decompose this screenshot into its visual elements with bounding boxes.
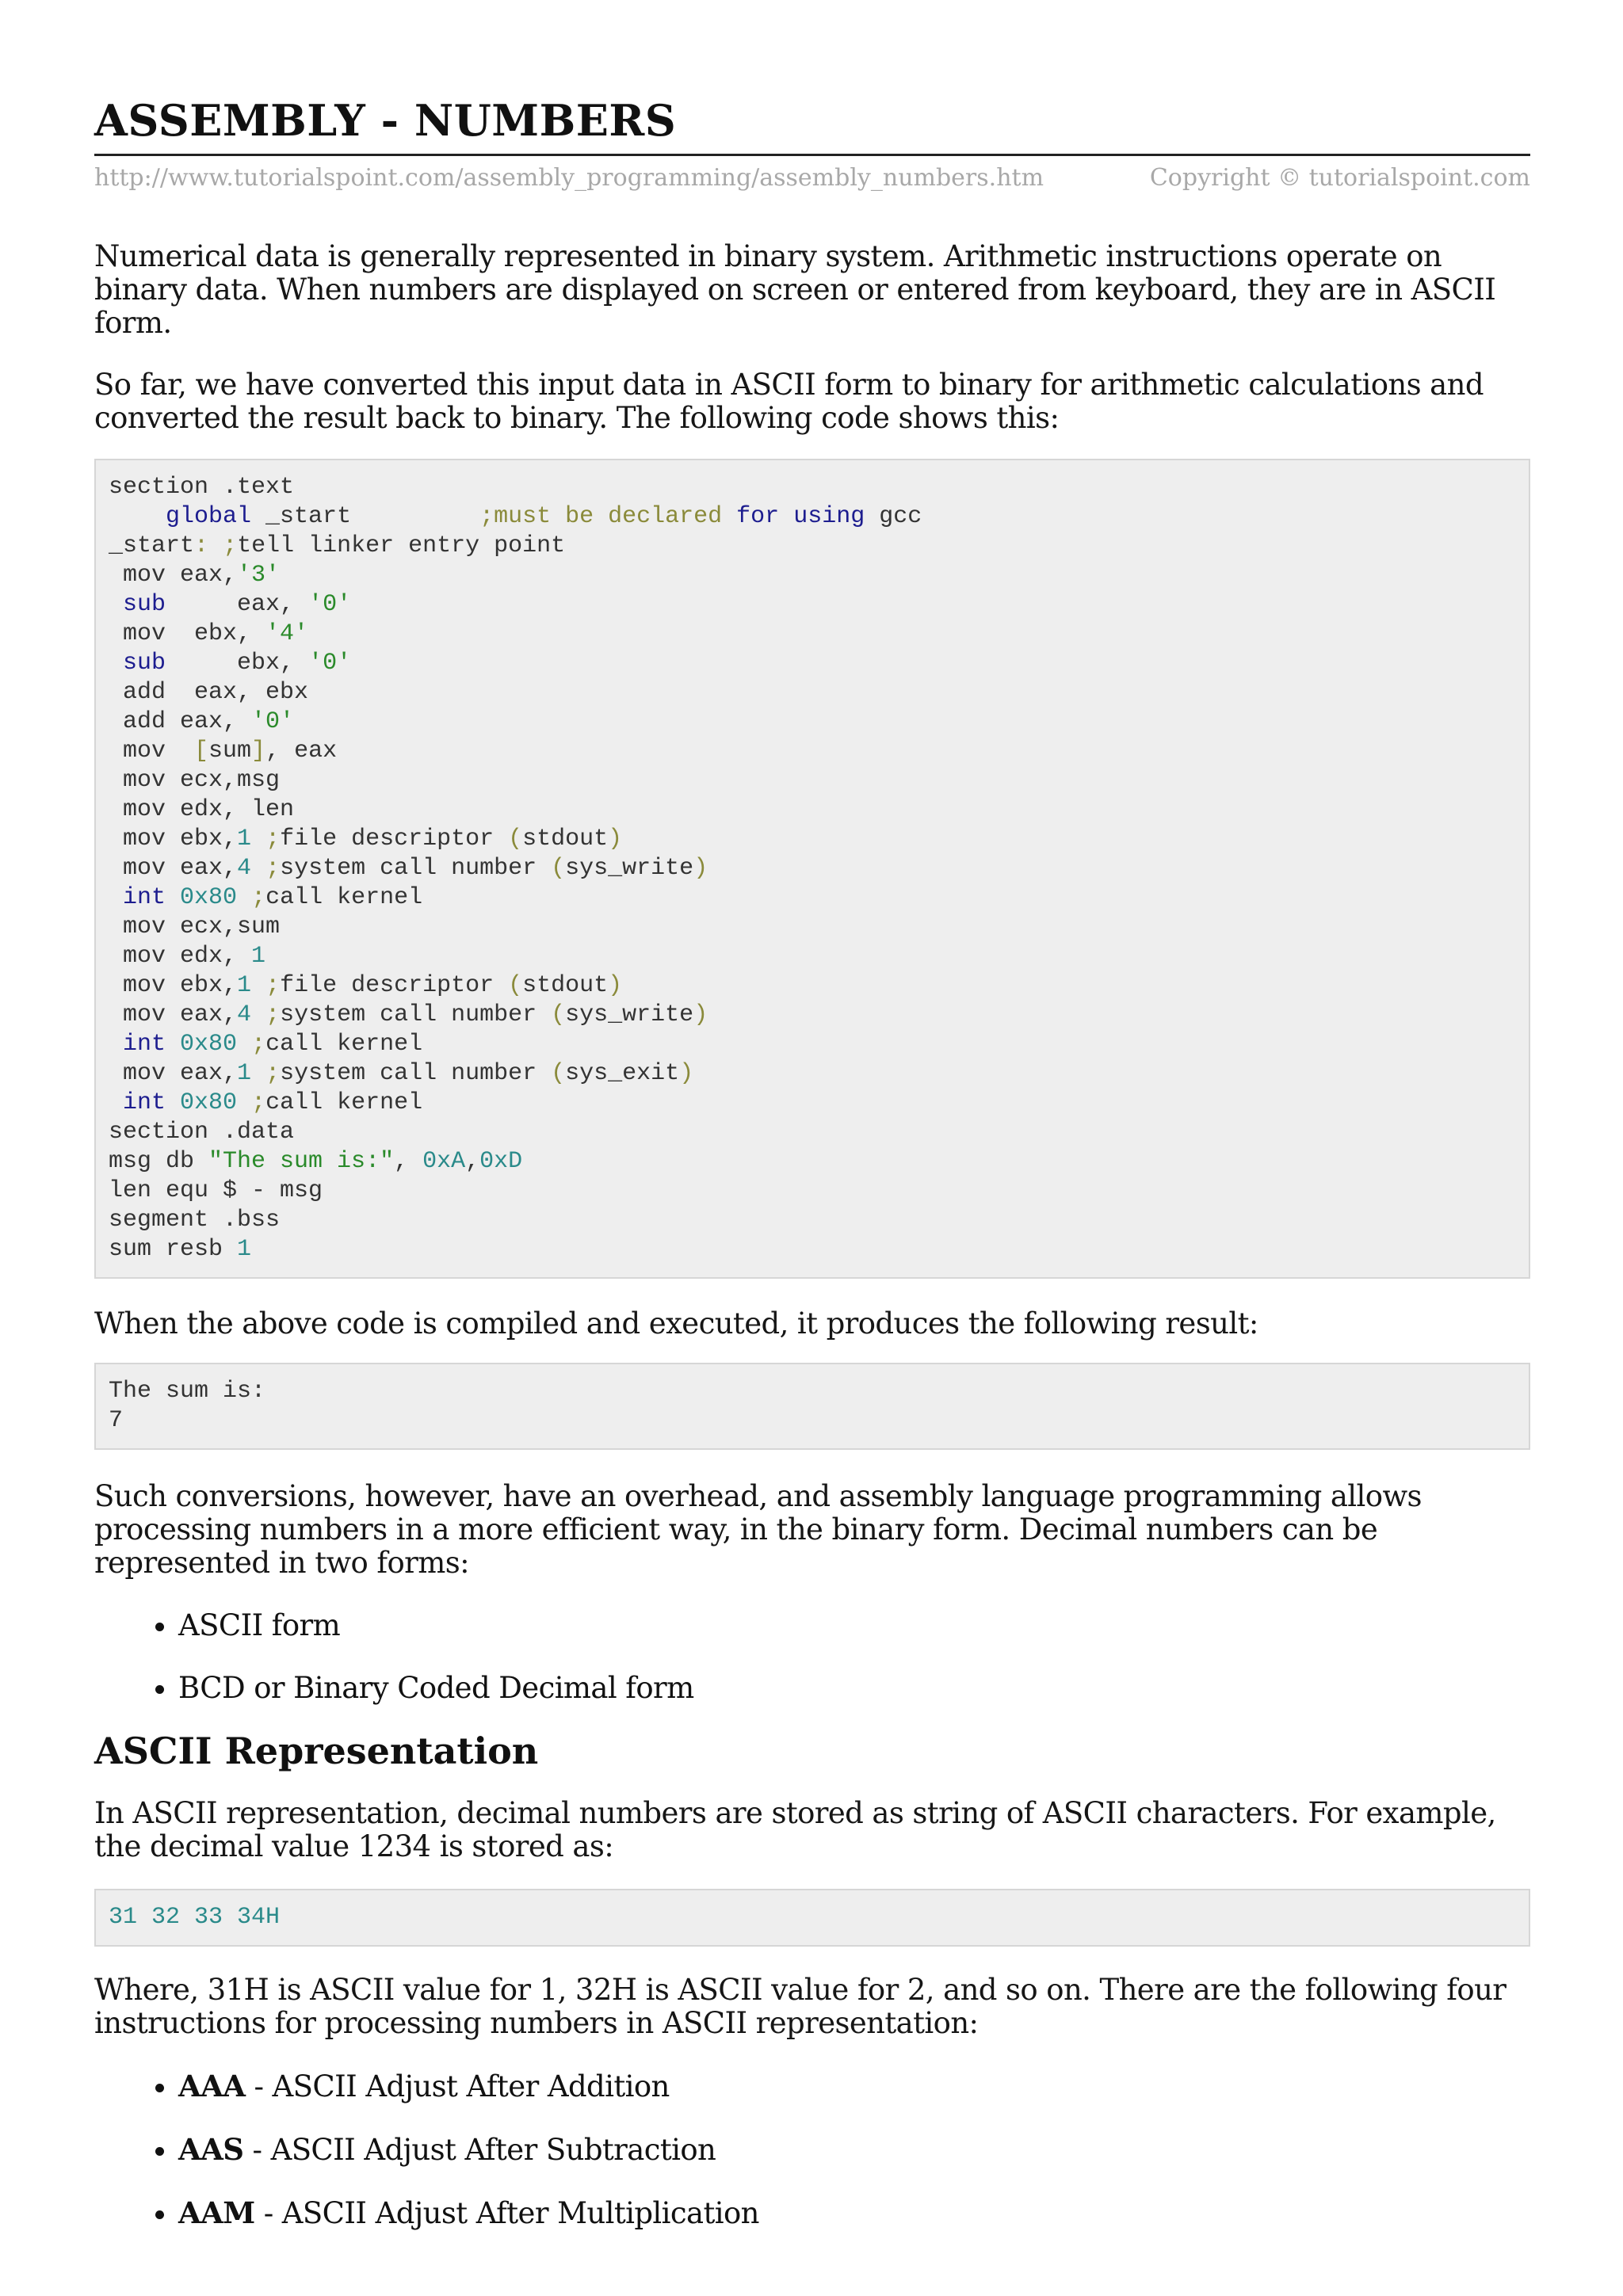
page-title: ASSEMBLY - NUMBERS (94, 95, 677, 146)
output-line: 7 (109, 1407, 124, 1434)
instruction-desc: - ASCII Adjust After Multiplication (254, 2196, 759, 2230)
code-line: int 0x80 ;call kernel (123, 1089, 423, 1116)
copyright-notice: Copyright © tutorialspoint.com (1149, 164, 1530, 192)
output-line: The sum is: (109, 1378, 266, 1405)
code-line: section .data (109, 1119, 295, 1146)
list-item (178, 2133, 1530, 2167)
code-line: len equ $ - msg (109, 1177, 323, 1204)
instructions-list (94, 2069, 1530, 2230)
source-url[interactable]: http://www.tutorialspoint.com/assembly_programming/assembly_numbers.htm (94, 164, 1044, 192)
code-line: mov ecx,sum (109, 913, 281, 940)
code-line: section .text (109, 474, 295, 501)
instruction-name: AAM (178, 2195, 255, 2230)
code-line: add eax, '0' (109, 708, 295, 735)
code-line: mov ebx,1 ;file descriptor (stdout) (109, 972, 623, 999)
code-line: sub eax, '0' (123, 591, 352, 618)
intro-paragraph: Numerical data is generally represented in binary system. Arithmetic instructions operate on binary data. When numbers are displayed on screen or entered from keyboard, they are in ASCII form. (94, 239, 1496, 340)
list-item (178, 2069, 1530, 2103)
title-divider (94, 154, 1530, 156)
code-line: mov eax,1 ;system call number (sys_exit) (109, 1060, 694, 1087)
forms-list (94, 1609, 1530, 1705)
code-line: mov edx, len (109, 796, 295, 823)
so-far-paragraph: So far, we have converted this input data in ASCII form to binary for arithmetic calculations and converted the result back to binary. The following code shows this: (94, 368, 1484, 435)
code-line: msg db "The sum is:", 0xA,0xD (109, 1148, 523, 1175)
code-line: int 0x80 ;call kernel (123, 1031, 423, 1058)
instruction-name: AAS (178, 2132, 244, 2167)
ascii-rep-paragraph: In ASCII representation, decimal numbers are stored as string of ASCII characters. For example, the decimal value 1234 is stored as: (94, 1796, 1496, 1863)
compiled-paragraph: When the above code is compiled and executed, it produces the following result: (94, 1306, 1258, 1341)
code-line: mov ecx,msg (109, 767, 281, 794)
output-block (94, 1363, 1530, 1450)
ascii-example-block (94, 1889, 1530, 1947)
code-line: segment .bss (109, 1207, 281, 1234)
list-item (178, 2196, 1530, 2230)
instruction-desc: - ASCII Adjust After Addition (245, 2069, 670, 2103)
code-line: mov [sum], eax (109, 738, 338, 765)
list-item: • ASCII form (178, 1609, 1530, 1642)
list-item: • BCD or Binary Coded Decimal form (178, 1672, 1530, 1705)
code-line: mov ebx,1 ;file descriptor (stdout) (109, 826, 623, 852)
code-line: sum resb 1 (109, 1236, 252, 1263)
instruction-desc: - ASCII Adjust After Subtraction (243, 2133, 716, 2167)
code-line: mov ebx, '4' (109, 620, 309, 647)
ascii-example: 31 32 33 34H (109, 1904, 281, 1931)
code-line: mov eax,4 ;system call number (sys_write) (109, 1001, 708, 1028)
overhead-paragraph: Such conversions, however, have an overhead, and assembly language programming allows processing numbers in a more efficient way, in the binary form. Decimal numbers can be represented in two forms: (94, 1479, 1422, 1580)
code-line: global _start ;must be declared for using gcc (166, 503, 922, 530)
page (94, 0, 1530, 2230)
where-paragraph: Where, 31H is ASCII value for 1, 32H is ASCII value for 2, and so on. There are the following four instructions for processing numbers in ASCII representation: (94, 1973, 1507, 2040)
code-line: add eax, ebx (109, 679, 309, 706)
code-line: mov eax,'3' (109, 562, 281, 589)
code-line: mov eax,4 ;system call number (sys_write) (109, 855, 708, 882)
code-block (94, 459, 1530, 1279)
code-line: _start: ;tell linker entry point (109, 532, 566, 559)
instruction-name: AAA (178, 2069, 246, 2103)
page-meta (94, 164, 1530, 199)
section-heading: ASCII Representation (94, 1730, 539, 1772)
code-line: mov edx, 1 (109, 943, 266, 970)
code-line: int 0x80 ;call kernel (123, 884, 423, 911)
code-line: sub ebx, '0' (123, 650, 352, 677)
